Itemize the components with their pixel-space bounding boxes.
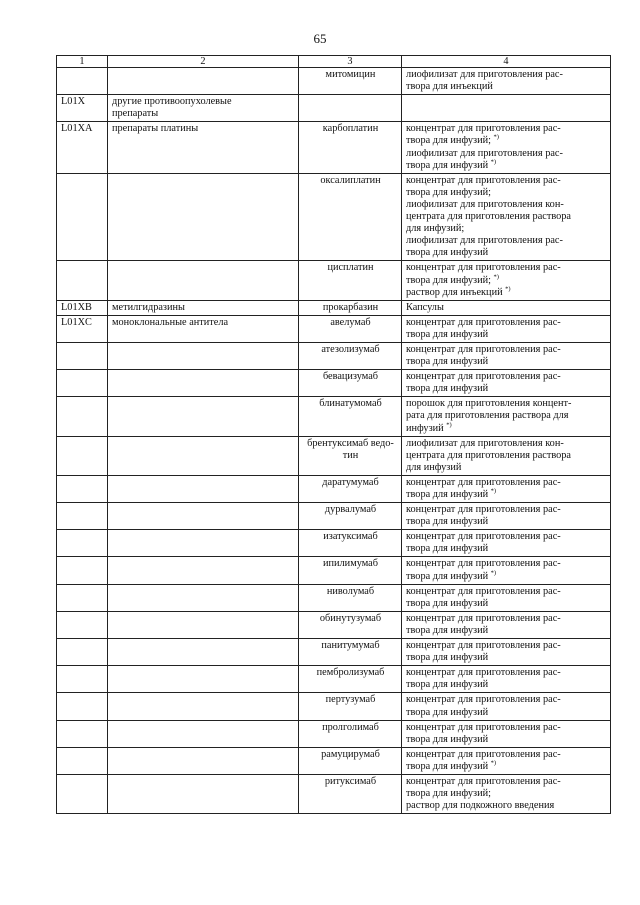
atc-code-cell — [57, 261, 108, 300]
atc-code-cell: L01XC — [57, 315, 108, 342]
dosage-forms-cell — [402, 774, 611, 813]
atc-code-cell — [57, 342, 108, 369]
table-row — [57, 475, 611, 502]
drug-name-cell — [299, 530, 402, 557]
cell-line: концентрат для приготовления рас- — [406, 316, 561, 328]
drug-name-cell — [299, 68, 402, 95]
table-row — [57, 503, 611, 530]
cell-line: твора для инфузий — [406, 597, 489, 609]
footnote-marker: *) — [490, 487, 497, 495]
column-header: 4 — [402, 56, 611, 68]
dosage-forms-cell — [402, 173, 611, 261]
cell-line: ритуксимаб — [324, 775, 377, 787]
table-row — [57, 747, 611, 774]
cell-line: концентрат для приготовления рас- — [406, 262, 561, 274]
atc-code-cell — [57, 557, 108, 584]
cell-line: препараты платины — [112, 123, 199, 135]
group-name-cell — [108, 503, 299, 530]
cell-line: обинутузумаб — [319, 612, 382, 624]
cell-line: раствор для инъекций *) — [406, 285, 511, 298]
table-row — [57, 68, 611, 95]
cell-line: центрата для приготовления раствора — [406, 211, 572, 223]
footnote-marker: *) — [490, 158, 497, 166]
cell-line: концентрат для приготовления рас- — [406, 694, 561, 706]
cell-line: для инфузий — [406, 461, 462, 473]
drug-name-cell — [299, 173, 402, 261]
dosage-forms-cell — [402, 584, 611, 611]
cell-line: для инфузий; — [406, 223, 465, 235]
cell-line: прокарбазин — [322, 301, 379, 313]
atc-code-cell — [57, 584, 108, 611]
atc-code-cell — [57, 611, 108, 638]
atc-code-cell: L01XB — [57, 300, 108, 315]
cell-line: концентрат для приготовления рас- — [406, 476, 561, 488]
cell-line: твора для инфузий — [406, 247, 489, 259]
atc-code-cell — [57, 370, 108, 397]
drug-name-cell — [299, 436, 402, 475]
group-name-cell — [108, 584, 299, 611]
table-row — [57, 530, 611, 557]
cell-line: концентрат для приготовления рас- — [406, 640, 561, 652]
dosage-forms-cell — [402, 693, 611, 720]
drug-name-cell — [299, 261, 402, 300]
dosage-forms-cell — [402, 639, 611, 666]
cell-line: твора для инфузий — [406, 733, 489, 745]
group-name-cell — [108, 666, 299, 693]
atc-code-cell — [57, 436, 108, 475]
group-name-cell — [108, 436, 299, 475]
cell-line: митомицин — [325, 69, 376, 80]
drug-name-cell — [299, 557, 402, 584]
cell-line: бевацизумаб — [322, 371, 379, 383]
cell-line: инфузий *) — [406, 421, 452, 434]
drug-name-cell — [299, 503, 402, 530]
cell-line: лиофилизат для приготовления рас- — [406, 69, 563, 80]
dosage-forms-cell — [402, 747, 611, 774]
cell-line: твора для инфузий *) — [406, 569, 497, 582]
table-row — [57, 436, 611, 475]
cell-line: твора для инфузий *) — [406, 158, 497, 171]
atc-code-cell — [57, 666, 108, 693]
atc-code-cell — [57, 639, 108, 666]
dosage-forms-cell — [402, 611, 611, 638]
group-name-cell — [108, 173, 299, 261]
cell-line: рата для приготовления раствора для — [406, 410, 569, 422]
drug-name-cell — [299, 720, 402, 747]
group-name-cell — [108, 95, 299, 122]
cell-line: твора для инфузий — [406, 679, 489, 691]
dosage-forms-cell — [402, 300, 611, 315]
atc-code-cell — [57, 173, 108, 261]
cell-line: твора для инъекций — [406, 81, 493, 93]
drug-name-cell — [299, 342, 402, 369]
drug-name-cell — [299, 122, 402, 173]
cell-line: изатуксимаб — [323, 531, 378, 543]
cell-line: пембролизумаб — [316, 667, 385, 679]
atc-code-cell — [57, 720, 108, 747]
column-header: 3 — [299, 56, 402, 68]
table-row — [57, 611, 611, 638]
cell-line: концентрат для приготовления рас- — [406, 531, 561, 543]
cell-line: твора для инфузий; *) — [406, 134, 499, 147]
cell-line: твора для инфузий — [406, 383, 489, 395]
drug-name-cell — [299, 611, 402, 638]
atc-code-cell — [57, 693, 108, 720]
table-body — [57, 68, 611, 814]
cell-line: концентрат для приготовления рас- — [406, 123, 561, 135]
cell-line: твора для инфузий — [406, 516, 489, 528]
cell-line: ниволумаб — [326, 585, 375, 597]
drug-name-cell — [299, 315, 402, 342]
group-name-cell — [108, 370, 299, 397]
cell-line: твора для инфузий; — [406, 186, 491, 198]
table-row — [57, 557, 611, 584]
cell-line: рамуцирумаб — [321, 748, 380, 760]
drug-name-cell — [299, 95, 402, 122]
cell-line: атезолизумаб — [321, 343, 380, 355]
cell-line: концентрат для приготовления рас- — [406, 612, 561, 624]
footnote-marker: *) — [490, 759, 497, 767]
cell-line: концентрат для приготовления рас- — [406, 558, 561, 570]
group-name-cell — [108, 342, 299, 369]
dosage-forms-cell — [402, 95, 611, 122]
cell-line: лиофилизат для приготовления кон- — [406, 198, 564, 210]
dosage-forms-cell — [402, 503, 611, 530]
cell-line: пролголимаб — [322, 721, 379, 733]
cell-line: твора для инфузий *) — [406, 487, 497, 500]
cell-line: порошок для приготовления концент- — [406, 398, 572, 410]
cell-line: даратумумаб — [322, 476, 379, 488]
cell-line: концентрат для приготовления рас- — [406, 174, 561, 186]
dosage-forms-cell — [402, 666, 611, 693]
cell-line: блинатумомаб — [319, 398, 382, 410]
atc-code-cell — [57, 503, 108, 530]
cell-line: панитумумаб — [321, 640, 380, 652]
table-row — [57, 261, 611, 300]
table-row — [57, 315, 611, 342]
cell-line: карбоплатин — [322, 123, 379, 135]
cell-line: брентуксимаб ведо- — [307, 437, 394, 449]
table-row — [57, 370, 611, 397]
dosage-forms-cell — [402, 122, 611, 173]
cell-line: центрата для приготовления раствора — [406, 449, 572, 461]
cell-line: концентрат для приготовления рас- — [406, 748, 561, 760]
dosage-forms-cell — [402, 370, 611, 397]
table-row — [57, 774, 611, 813]
dosage-forms-cell — [402, 68, 611, 95]
atc-code-cell: L01XA — [57, 122, 108, 173]
table-row — [57, 639, 611, 666]
group-name-cell — [108, 720, 299, 747]
cell-line: твора для инфузий — [406, 652, 489, 664]
cell-line: ипилимумаб — [323, 558, 378, 570]
column-header: 1 — [57, 56, 108, 68]
cell-line: концентрат для приготовления рас- — [406, 667, 561, 679]
table-row — [57, 720, 611, 747]
cell-line: раствор для подкожного введения — [406, 800, 555, 812]
group-name-cell — [108, 122, 299, 173]
drug-name-cell — [299, 300, 402, 315]
table-row — [57, 397, 611, 436]
cell-line: лиофилизат для приготовления рас- — [406, 147, 563, 159]
cell-line: концентрат для приготовления рас- — [406, 504, 561, 516]
footnote-marker: *) — [446, 421, 452, 429]
group-name-cell — [108, 315, 299, 342]
dosage-forms-cell — [402, 342, 611, 369]
drug-name-cell — [299, 397, 402, 436]
table-row — [57, 666, 611, 693]
drug-name-cell — [299, 639, 402, 666]
cell-line: дурвалумаб — [324, 504, 377, 516]
drug-table — [56, 55, 611, 814]
drug-name-cell — [299, 774, 402, 813]
footnote-marker: *) — [493, 134, 499, 142]
atc-code-cell: L01X — [57, 95, 108, 122]
column-header: 2 — [108, 56, 299, 68]
drug-name-cell — [299, 370, 402, 397]
group-name-cell — [108, 68, 299, 95]
dosage-forms-cell — [402, 436, 611, 475]
dosage-forms-cell — [402, 557, 611, 584]
group-name-cell — [108, 397, 299, 436]
cell-line: твора для инфузий — [406, 356, 489, 368]
group-name-cell — [108, 261, 299, 300]
cell-line: твора для инфузий; — [406, 788, 491, 800]
table-row — [57, 342, 611, 369]
cell-line: концентрат для приготовления рас- — [406, 343, 561, 355]
table-row — [57, 173, 611, 261]
table-row — [57, 300, 611, 315]
cell-line: концентрат для приготовления рас- — [406, 371, 561, 383]
drug-name-cell — [299, 584, 402, 611]
group-name-cell — [108, 747, 299, 774]
cell-line: твора для инфузий; *) — [406, 273, 499, 286]
cell-line: концентрат для приготовления рас- — [406, 585, 561, 597]
group-name-cell — [108, 693, 299, 720]
cell-line: авелумаб — [330, 316, 371, 328]
cell-line: моноклональные антитела — [112, 316, 229, 328]
table-row — [57, 122, 611, 173]
cell-line: метилгидразины — [112, 301, 185, 313]
cell-line: лиофилизат для приготовления кон- — [406, 437, 564, 449]
cell-line: тин — [342, 449, 359, 461]
cell-line: другие противоопухолевые — [112, 96, 232, 108]
drug-name-cell — [299, 693, 402, 720]
cell-line: лиофилизат для приготовления рас- — [406, 235, 563, 247]
table-row — [57, 95, 611, 122]
page-number: 65 — [313, 31, 327, 46]
dosage-forms-cell — [402, 720, 611, 747]
group-name-cell — [108, 530, 299, 557]
group-name-cell — [108, 557, 299, 584]
table-row — [57, 584, 611, 611]
table-header-row — [57, 56, 611, 68]
group-name-cell — [108, 611, 299, 638]
group-name-cell — [108, 475, 299, 502]
cell-line: твора для инфузий — [406, 328, 489, 340]
dosage-forms-cell — [402, 315, 611, 342]
cell-line: концентрат для приготовления рас- — [406, 775, 561, 787]
group-name-cell — [108, 639, 299, 666]
dosage-forms-cell — [402, 261, 611, 300]
atc-code-cell — [57, 397, 108, 436]
dosage-forms-cell — [402, 530, 611, 557]
cell-line: концентрат для приготовления рас- — [406, 721, 561, 733]
footnote-marker: *) — [490, 569, 497, 577]
atc-code-cell — [57, 747, 108, 774]
drug-name-cell — [299, 666, 402, 693]
drug-name-cell — [299, 747, 402, 774]
dosage-forms-cell — [402, 397, 611, 436]
atc-code-cell — [57, 475, 108, 502]
cell-line: оксалиплатин — [320, 174, 381, 186]
group-name-cell — [108, 774, 299, 813]
dosage-forms-cell — [402, 475, 611, 502]
cell-line: твора для инфузий — [406, 543, 489, 555]
cell-line: препараты — [112, 108, 159, 120]
cell-line: твора для инфузий *) — [406, 759, 497, 772]
cell-line: цисплатин — [327, 262, 374, 274]
drug-name-cell — [299, 475, 402, 502]
table-row — [57, 693, 611, 720]
cell-line: твора для инфузий — [406, 624, 489, 636]
footnote-marker: *) — [493, 273, 499, 281]
cell-line: пертузумаб — [325, 694, 376, 706]
footnote-marker: *) — [505, 285, 511, 293]
group-name-cell — [108, 300, 299, 315]
atc-code-cell — [57, 774, 108, 813]
atc-code-cell — [57, 68, 108, 95]
atc-code-cell — [57, 530, 108, 557]
cell-line: Капсулы — [406, 301, 444, 313]
cell-line: твора для инфузий — [406, 706, 489, 718]
